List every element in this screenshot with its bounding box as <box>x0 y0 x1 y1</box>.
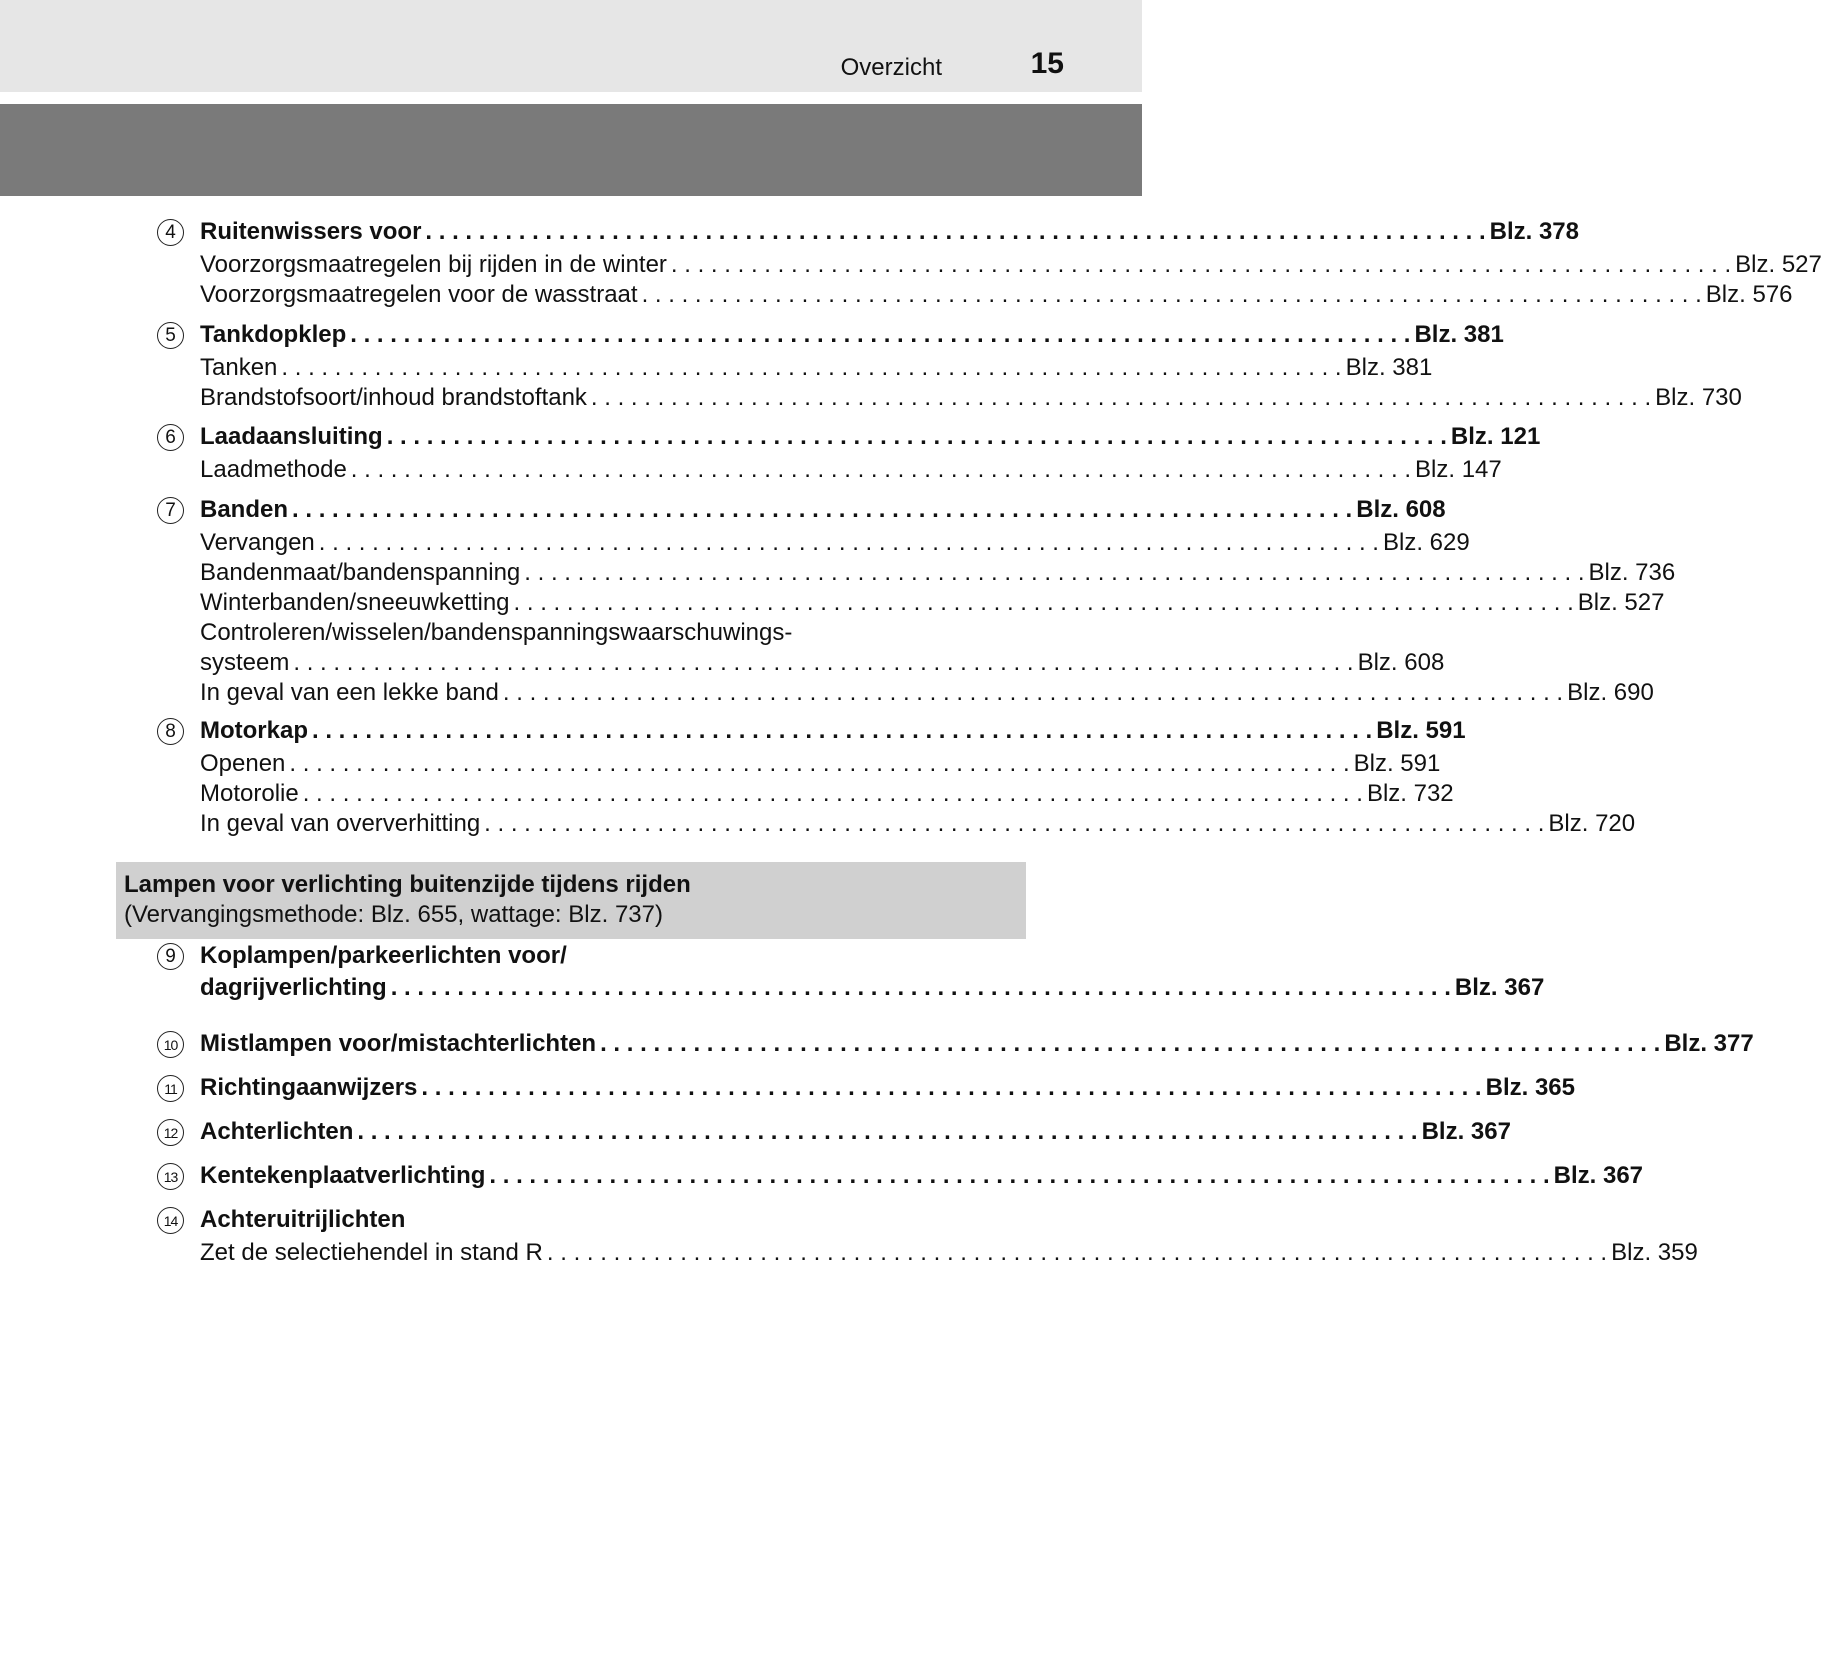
page-reference: Blz. 147 <box>1415 456 1502 483</box>
page-reference: Blz. 730 <box>1655 384 1742 411</box>
circled-number: 4 <box>157 219 184 246</box>
page-reference: Blz. 381 <box>1345 354 1433 381</box>
toc-item-text: Laadmethode <box>200 456 347 483</box>
toc-heading-line <box>200 217 1580 247</box>
dot-leader: . . . . . . . . . . . . . . . . . . . . . . . . . . . . . . . . . . . . . . . . . . . . . . . . . . . . . . . . . . . . . . . . . . . . . . . . . . . . . . . . <box>425 218 1486 245</box>
toc-item-text: dagrijverlichting <box>200 974 387 1001</box>
dot-leader: . . . . . . . . . . . . . . . . . . . . . . . . . . . . . . . . . . . . . . . . . . . . . . . . . . . . . . . . . . . . . . . . . . . . . . . . . . . . . . . . <box>590 384 1652 411</box>
page-number: 15 <box>1030 47 1064 80</box>
page-reference: Blz. 629 <box>1382 529 1470 556</box>
toc-heading-line: Koplampen/parkeerlichten voor/ <box>200 942 567 969</box>
circled-number: 6 <box>157 424 184 451</box>
dot-leader: . . . . . . . . . . . . . . . . . . . . . . . . . . . . . . . . . . . . . . . . . . . . . . . . . . . . . . . . . . . . . . . . . . . . . . . . . . . . . . . . <box>489 1162 1550 1189</box>
toc-heading-line: Achteruitrijlichten <box>200 1206 406 1233</box>
toc-sub-line <box>200 678 1654 708</box>
page-reference: Blz. 381 <box>1414 321 1504 348</box>
dot-leader: . . . . . . . . . . . . . . . . . . . . . . . . . . . . . . . . . . . . . . . . . . . . . . . . . . . . . . . . . . . . . . . . . . . . . . . . . . . . . . . . <box>281 354 1342 381</box>
toc-sub-line: Controleren/wisselen/bandenspanningswaarschuwings- <box>200 619 793 646</box>
page-reference: Blz. 608 <box>1357 649 1445 676</box>
dot-leader: . . . . . . . . . . . . . . . . . . . . . . . . . . . . . . . . . . . . . . . . . . . . . . . . . . . . . . . . . . . . . . . . . . . . . . . . . . . . . . . . <box>421 1074 1482 1101</box>
toc-sub-line <box>200 250 1822 280</box>
toc-item-text: systeem <box>200 649 290 676</box>
page-reference: Blz. 367 <box>1553 1162 1644 1189</box>
toc-heading-line <box>200 422 1541 452</box>
page-reference: Blz. 359 <box>1611 1239 1698 1266</box>
page-reference: Blz. 608 <box>1356 496 1446 523</box>
page-reference: Blz. 591 <box>1376 717 1466 744</box>
dot-leader: . . . . . . . . . . . . . . . . . . . . . . . . . . . . . . . . . . . . . . . . . . . . . . . . . . . . . . . . . . . . . . . . . . . . . . . . . . . . . . . . <box>502 679 1564 706</box>
toc-item-text: Voorzorgsmaatregelen voor de wasstraat <box>200 281 638 308</box>
page-reference: Blz. 690 <box>1567 679 1654 706</box>
dot-leader: . . . . . . . . . . . . . . . . . . . . . . . . . . . . . . . . . . . . . . . . . . . . . . . . . . . . . . . . . . . . . . . . . . . . . . . . . . . . . . . . <box>390 974 1451 1001</box>
dot-leader: . . . . . . . . . . . . . . . . . . . . . . . . . . . . . . . . . . . . . . . . . . . . . . . . . . . . . . . . . . . . . . . . . . . . . . . . . . . . . . . . <box>641 281 1702 308</box>
toc-heading-line <box>200 495 1446 525</box>
toc-sub-line <box>200 353 1433 383</box>
toc-sub-line <box>200 383 1742 413</box>
toc-item-text: Winterbanden/sneeuwketting <box>200 589 510 616</box>
dot-leader: . . . . . . . . . . . . . . . . . . . . . . . . . . . . . . . . . . . . . . . . . . . . . . . . . . . . . . . . . . . . . . . . . . . . . . . . . . . . . . . . <box>513 589 1574 616</box>
toc-item-text: Ruitenwissers voor <box>200 218 422 245</box>
page-reference: Blz. 527 <box>1735 251 1822 278</box>
page-reference: Blz. 121 <box>1450 423 1541 450</box>
section-box-subtitle: (Vervangingsmethode: Blz. 655, wattage: Blz. 737) <box>124 901 663 928</box>
header-band <box>0 0 1142 92</box>
toc-sub-line <box>200 588 1665 618</box>
toc-sub-line <box>200 280 1793 310</box>
toc-sub-line <box>200 1238 1698 1268</box>
dot-leader: . . . . . . . . . . . . . . . . . . . . . . . . . . . . . . . . . . . . . . . . . . . . . . . . . . . . . . . . . . . . . . . . . . . . . . . . . . . . . . . . <box>350 456 1412 483</box>
toc-sub-line <box>200 558 1676 588</box>
dot-leader: . . . . . . . . . . . . . . . . . . . . . . . . . . . . . . . . . . . . . . . . . . . . . . . . . . . . . . . . . . . . . . . . . . . . . . . . . . . . . . . . <box>292 496 1353 523</box>
toc-item-text: Richtingaanwijzers <box>200 1074 418 1101</box>
page-reference: Blz. 378 <box>1489 218 1580 245</box>
dot-leader: . . . . . . . . . . . . . . . . . . . . . . . . . . . . . . . . . . . . . . . . . . . . . . . . . . . . . . . . . . . . . . . . . . . . . . . . . . . . . . . . <box>546 1239 1608 1266</box>
circled-number: 9 <box>157 943 184 970</box>
toc-item-text: In geval van een lekke band <box>200 679 499 706</box>
toc-item-text: Zet de selectiehendel in stand R <box>200 1239 543 1266</box>
section-box-title: Lampen voor verlichting buitenzijde tijdens rijden <box>124 871 691 898</box>
page-reference: Blz. 732 <box>1366 780 1454 807</box>
page-reference: Blz. 591 <box>1353 750 1441 777</box>
toc-item-text: Achterlichten <box>200 1118 354 1145</box>
section-box-exterior-lights <box>116 862 1026 939</box>
toc-item-text: Voorzorgsmaatregelen bij rijden in de winter <box>200 251 667 278</box>
toc-heading-line <box>200 973 1545 1003</box>
toc-item-text: Tanken <box>200 354 278 381</box>
toc-sub-line <box>200 528 1470 558</box>
toc-sub-line <box>200 648 1445 678</box>
circled-number: 14 <box>157 1207 184 1234</box>
toc-sub-line <box>200 779 1454 809</box>
gray-banner <box>0 104 1142 196</box>
toc-item-text: Vervangen <box>200 529 315 556</box>
toc-item-text: Motorolie <box>200 780 299 807</box>
toc-item-text: In geval van oververhitting <box>200 810 481 837</box>
dot-leader: . . . . . . . . . . . . . . . . . . . . . . . . . . . . . . . . . . . . . . . . . . . . . . . . . . . . . . . . . . . . . . . . . . . . . . . . . . . . . . . . <box>312 717 1373 744</box>
dot-leader: . . . . . . . . . . . . . . . . . . . . . . . . . . . . . . . . . . . . . . . . . . . . . . . . . . . . . . . . . . . . . . . . . . . . . . . . . . . . . . . . <box>289 750 1350 777</box>
toc-heading-line <box>200 716 1466 746</box>
toc-item-text: Openen <box>200 750 286 777</box>
dot-leader: . . . . . . . . . . . . . . . . . . . . . . . . . . . . . . . . . . . . . . . . . . . . . . . . . . . . . . . . . . . . . . . . . . . . . . . . . . . . . . . . <box>293 649 1354 676</box>
toc-item-text: Laadaansluiting <box>200 423 383 450</box>
dot-leader: . . . . . . . . . . . . . . . . . . . . . . . . . . . . . . . . . . . . . . . . . . . . . . . . . . . . . . . . . . . . . . . . . . . . . . . . . . . . . . . . <box>484 810 1545 837</box>
page-reference: Blz. 736 <box>1588 559 1676 586</box>
dot-leader: . . . . . . . . . . . . . . . . . . . . . . . . . . . . . . . . . . . . . . . . . . . . . . . . . . . . . . . . . . . . . . . . . . . . . . . . . . . . . . . . <box>357 1118 1418 1145</box>
toc-heading-line <box>200 1029 1754 1059</box>
page-reference: Blz. 576 <box>1705 281 1793 308</box>
page-reference: Blz. 367 <box>1421 1118 1511 1145</box>
toc-item-text: Tankdopklep <box>200 321 347 348</box>
toc-heading-line <box>200 1117 1511 1147</box>
toc-heading-line <box>200 1073 1575 1103</box>
dot-leader: . . . . . . . . . . . . . . . . . . . . . . . . . . . . . . . . . . . . . . . . . . . . . . . . . . . . . . . . . . . . . . . . . . . . . . . . . . . . . . . . <box>600 1030 1661 1057</box>
toc-item-text: Motorkap <box>200 717 308 744</box>
circled-number: 12 <box>157 1119 184 1146</box>
page-reference: Blz. 365 <box>1485 1074 1575 1101</box>
circled-number: 10 <box>157 1031 184 1058</box>
dot-leader: . . . . . . . . . . . . . . . . . . . . . . . . . . . . . . . . . . . . . . . . . . . . . . . . . . . . . . . . . . . . . . . . . . . . . . . . . . . . . . . . <box>350 321 1411 348</box>
toc-item-text: Brandstofsoort/inhoud brandstoftank <box>200 384 587 411</box>
dot-leader: . . . . . . . . . . . . . . . . . . . . . . . . . . . . . . . . . . . . . . . . . . . . . . . . . . . . . . . . . . . . . . . . . . . . . . . . . . . . . . . . <box>524 559 1585 586</box>
toc-item-text: Bandenmaat/bandenspanning <box>200 559 521 586</box>
page-reference: Blz. 367 <box>1454 974 1545 1001</box>
toc-heading-line <box>200 320 1504 350</box>
dot-leader: . . . . . . . . . . . . . . . . . . . . . . . . . . . . . . . . . . . . . . . . . . . . . . . . . . . . . . . . . . . . . . . . . . . . . . . . . . . . . . . . <box>302 780 1363 807</box>
circled-number: 7 <box>157 497 184 524</box>
circled-number: 8 <box>157 718 184 745</box>
toc-item-text: Mistlampen voor/mistachterlichten <box>200 1030 597 1057</box>
toc-heading-line <box>200 1161 1644 1191</box>
circled-number: 5 <box>157 322 184 349</box>
circled-number: 11 <box>157 1075 184 1102</box>
circled-number: 13 <box>157 1163 184 1190</box>
page-reference: Blz. 720 <box>1548 810 1636 837</box>
toc-sub-line <box>200 749 1441 779</box>
page-reference: Blz. 377 <box>1664 1030 1754 1057</box>
header-divider <box>0 92 1142 104</box>
toc-item-text: Banden <box>200 496 289 523</box>
dot-leader: . . . . . . . . . . . . . . . . . . . . . . . . . . . . . . . . . . . . . . . . . . . . . . . . . . . . . . . . . . . . . . . . . . . . . . . . . . . . . . . . <box>386 423 1447 450</box>
toc-sub-line <box>200 455 1502 485</box>
dot-leader: . . . . . . . . . . . . . . . . . . . . . . . . . . . . . . . . . . . . . . . . . . . . . . . . . . . . . . . . . . . . . . . . . . . . . . . . . . . . . . . . <box>318 529 1379 556</box>
section-name: Overzicht <box>840 54 942 81</box>
dot-leader: . . . . . . . . . . . . . . . . . . . . . . . . . . . . . . . . . . . . . . . . . . . . . . . . . . . . . . . . . . . . . . . . . . . . . . . . . . . . . . . . <box>670 251 1732 278</box>
toc-item-text: Kentekenplaatverlichting <box>200 1162 486 1189</box>
toc-sub-line <box>200 809 1636 839</box>
page-reference: Blz. 527 <box>1577 589 1665 616</box>
